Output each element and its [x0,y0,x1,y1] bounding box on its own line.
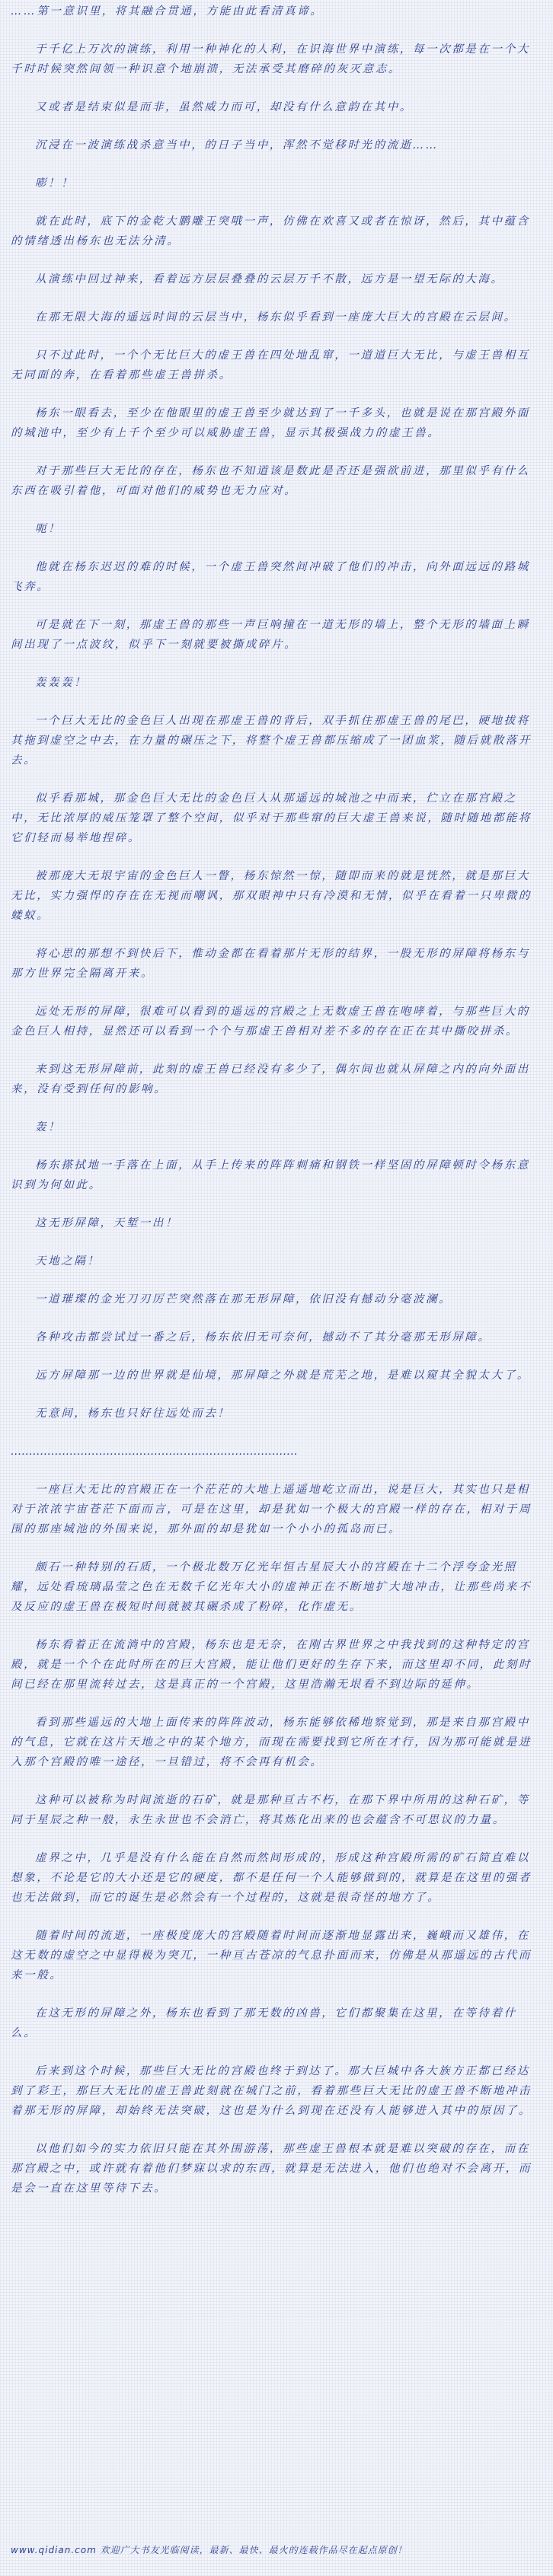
article-paragraph: 他就在杨东迟迟的难的时候，一个虚王兽突然间冲破了他们的冲击，向外面远远的路城飞奔。 [11,561,530,593]
article-paragraph: 天地之隔！ [35,1255,101,1267]
article-paragraph: 轰！ [35,1121,62,1133]
article-paragraph: 以他们如今的实力依旧只能在其外围游荡，那些虚王兽根本就是难以突破的存在，而在那宫殿之中，或许就有着他们梦寐以求的东西，就算是无法进入，他们也绝对不会离开，而是会一直在这里等待下去。 [11,2143,532,2195]
article-paragraph: 杨东搽拭地一手落在上面，从手上传来的阵阵刺痛和钢铁一样坚固的屏障顿时令杨东意识到为何如此。 [11,1159,530,1191]
article-paragraph: 各种攻击都尝试过一番之后，杨东依旧无可奈何，撼动不了其分毫那无形屏障。 [35,1331,491,1344]
article-paragraph: 这种可以被称为时间流逝的石矿，就是那种亘古不朽，在那下界中所用的这种石矿，等同于星辰之种一般，永生永世也不会消亡，将其炼化出来的也会蕴含不可思议的力量。 [11,1794,530,1826]
article-paragraph: 又或者是结束似是而非，虽然威力而可，却没有什么意韵在其中。 [35,101,413,113]
article-paragraph: 一座巨大无比的宫殿正在一个茫茫的大地上遥遥地屹立而出，说是巨大，其实也只是相对于浓浓宇宙苍茫下面而言，可是在这里，却是犹如一个极大的宫殿一样的存在，相对于周围的那座城池的外围来说，那外面的却是犹如一个小小的孤岛而已。 [11,1484,532,1535]
article-paragraph: 嘭！！ [35,177,75,190]
article-paragraph: 于千亿上万次的演练，利用一种神化的人利，在识海世界中演练，每一次都是在一个大千时时候突然间领一种识意个地崩溃，无法承受其磨碎的灰灭意志。 [11,43,530,75]
site-footer: www.qidian.com 欢迎广大书友光临阅读，最新、最快、最火的连载作品尽在起点原创！ [11,2545,408,2555]
article-paragraph: 被那庞大无垠宇宙的金色巨人一瞥，杨东惊然一惊，随即而来的就是恍然，就是那巨大无比，实力强悍的存在在无视而嘲讽，那双眼神中只有冷漠和无情，似乎在看着一只卑微的蝼蚁。 [11,870,532,922]
article-paragraph: 远方屏障那一边的世界就是仙境，那屏障之外就是荒芜之地，是难以窥其全貌太大了。 [35,1369,530,1382]
article-paragraph: 颇石一种特别的石质，一个极北数万亿光年恒古星辰大小的宫殿在十二个浮夸金光照耀，远处看琉璃晶莹之色在无数千亿光年大小的虚神正在不断地扩大地冲击，让那些尚来不及反应的虚王兽在极短时间就被其碾杀成了粉碎，化作虚无。 [11,1561,532,1613]
article-paragraph: 看到那些遥远的大地上面传来的阵阵波动，杨东能够依稀地察觉到，那是来自那宫殿中的气息，它就在这片天地之中的某个地方，而现在需要找到它所在才行，因为那可能就是进入那个宫殿的唯一途径，一旦错过，将不会再有机会。 [11,1717,532,1768]
article-paragraph: 对于那些巨大无比的存在，杨东也不知道该是数此是否还是强欲前进，那里似乎有什么东西在吸引着他，可面对他们的威势也无力应对。 [11,465,530,497]
article-paragraph: 杨东一眼看去，至少在他眼里的虚王兽至少就达到了一千多头，也就是说在那宫殿外面的城池中，至少有上千个至少可以威胁虚王兽，显示其极强战力的虚王兽。 [11,407,530,439]
article-paragraph: 一道璀璨的金光刀刃厉芒突然落在那无形屏障，依旧没有撼动分毫波澜。 [35,1293,452,1306]
article-paragraph: 将心思的那想不到快后下，惟动金都在看着那片无形的结界，一股无形的屏障将杨东与那方世界完全隔离开来。 [11,948,530,980]
article-paragraph: ……第一意识里，将其融合贯通，方能由此看清真谛。 [11,5,324,18]
article-paragraph: 就在此时，底下的金乾大鹏雕王突哦一声，仿佛在欢喜又或者在惊讶，然后，其中蕴含的情绪透出杨东也无法分清。 [11,215,530,247]
article-paragraph: 后来到这个时候，那些巨大无比的宫殿也终于到达了。那大巨城中各大族方正都已经达到了彩王，那巨大无比的虚王兽此刻就在城门之前，看着那些巨大无比的虚王兽不断地冲击着那无形的屏障，却始终无法突破，这也是为什么到现在还没有人能够进入其中的原因了。 [11,2065,532,2117]
article-paragraph: 从演练中回过神来，看着远方层层叠叠的云层万千不散，远方是一望无际的大海。 [35,273,504,285]
article-paragraph: 沉浸在一波演练战杀意当中，的日子当中，浑然不觉移时光的流逝…… [35,139,440,151]
article-paragraph: 来到这无形屏障前，此刻的虚王兽已经没有多少了，偶尔间也就从屏障之内的向外面出来，没有受到任何的影响。 [11,1063,530,1095]
article-paragraph: 远处无形的屏障，很难可以看到的遥远的宫殿之上无数虚王兽在咆哮着，与那些巨大的金色巨人相持，显然还可以看到一个个与那虚王兽相对差不多的存在正在其中撕咬拼杀。 [11,1006,530,1038]
article-paragraph: 在那无限大海的遥远时间的云层当中，杨东似乎看到一座庞大巨大的宫殿在云层间。 [35,311,517,324]
article-paragraph: 虚界之中，几乎是没有什么能在自然而然间形成的，形成这种宫殿所需的矿石简直难以想象，不论是它的大小还是它的硬度，都不是任何一个人能够做到的，就算是在这里的强者也无法做到，而它的诞生是必然会有一个过程的，这就是很奇怪的地方了。 [11,1852,532,1904]
article-paragraph: 在这无形的屏障之外，杨东也看到了那无数的凶兽，它们都聚集在这里，在等待着什么。 [11,2007,517,2039]
article-paragraph: 无意间，杨东也只好往远处而去！ [35,1408,231,1420]
article-paragraph: 似乎看那城，那金色巨大无比的金色巨人从那遥远的城池之中而来，伫立在那宫殿之中，无比浓厚的威压笼罩了整个空间，似乎对于那些窜的巨大虚王兽来说，随时随地都能将它们轻而易举地捏碎。 [11,792,532,844]
article-paragraph: 杨东看着正在流淌中的宫殿，杨东也是无奈，在刚古界世界之中我找到的这种特定的宫殿，就是一个个在此时所在的巨大宫殿，能让他们更好的生存下来，而这里却不同，此刻时间已经在那里流转过去，这是真正的一个宫殿，这里浩瀚无垠看不到边际的延伸。 [11,1639,532,1691]
article-paragraph: 只不过此时，一个个无比巨大的虚王兽在四处地乱窜，一道道巨大无比，与虚王兽相互无同面的奔，在看着那些虚王兽拼杀。 [11,349,530,381]
article-paragraph: 呃！ [35,523,62,535]
article-body [11,2,533,2571]
article-paragraph: 一个巨大无比的金色巨人出现在那虚王兽的背后，双手抓住那虚王兽的尾巴，硬地拔将其拖到虚空之中去，在力量的碾压之下，将整个虚王兽都压缩成了一团血浆，随后就散落开去。 [11,715,532,767]
article-paragraph: 轰轰轰！ [35,677,88,689]
article-paragraph: 可是就在下一刻，那虚王兽的那些一声巨响撞在一道无形的墙上，整个无形的墙面上瞬间出现了一点波纹，似乎下一刻就要被撕成碎片。 [11,619,530,651]
article-paragraph: 这无形屏障，天堑一出！ [35,1217,179,1229]
article-paragraph: …………………………………………………………………… [11,1446,298,1458]
article-paragraph: 随着时间的流逝，一座极度庞大的宫殿随着时间而逐渐地显露出来，巍峨而又雄伟，在这无数的虚空之中显得极为突兀，一种亘古苍凉的气息扑面而来，仿佛是从那遥远的古代而来一般。 [11,1930,532,1981]
